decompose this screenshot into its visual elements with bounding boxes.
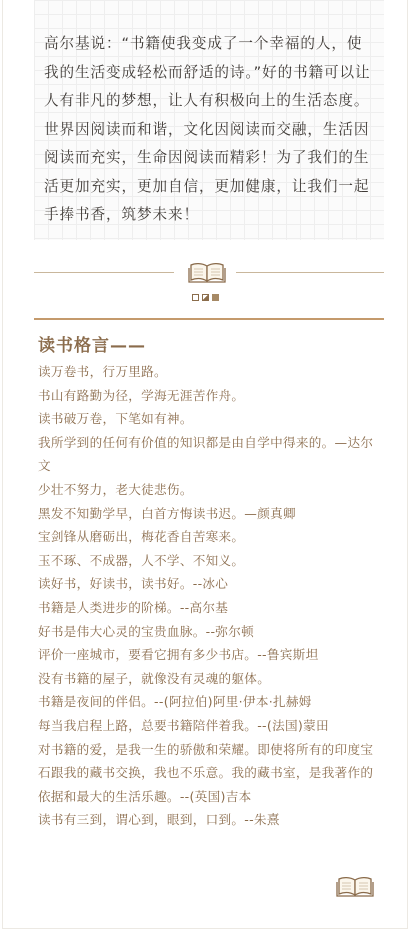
square-filled [212, 294, 219, 301]
section-rule [34, 318, 384, 320]
quote-item: 读书有三到，谓心到，眼到，口到。--朱熹 [38, 812, 280, 828]
quote-item: 玉不琢、不成器，人不学、不知义。 [38, 552, 245, 568]
quote-item: 我所学到的任何有价值的知识都是由自学中得来的。—达尔文 [38, 434, 374, 474]
quote-item: 读万卷书，行万里路。 [38, 364, 167, 379]
intro-paragraph: 高尔基说：“书籍使我变成了一个幸福的人，使我的生活变成轻松而舒适的诗。”好的书籍可以让人有非凡的梦想，让人有积极向上的生活态度。世界因阅读而和谐，文化因阅读而交融，生活因阅读而充实，生命因阅读而精彩！为了我们的生活更加充实，更加自信，更加健康，让我们一起手捧书香，筑梦未来！ [44, 35, 371, 223]
open-book-icon [188, 261, 226, 287]
quote-item: 好书是伟大心灵的宝贵血脉。--弥尔顿 [38, 623, 254, 639]
quote-item: 对书籍的爱，是我一生的骄傲和荣耀。即使将所有的印度宝石跟我的藏书交换，我也不乐意。我的藏书室，是我著作的依据和最大的生活乐趣。--(英国)吉本 [38, 741, 374, 804]
decorative-squares [192, 294, 219, 301]
quotes-list [38, 360, 378, 832]
square-half [202, 294, 209, 301]
divider-line-right [236, 272, 384, 273]
divider-line-left [34, 272, 174, 273]
square-outline [192, 294, 199, 301]
open-book-icon [336, 875, 374, 901]
quote-item: 书籍是人类进步的阶梯。--高尔基 [38, 599, 229, 615]
quote-item: 每当我启程上路，总要书籍陪伴着我。--(法国)蒙田 [38, 717, 329, 733]
quote-item: 黑发不知勤学早，白首方悔读书迟。—颜真卿 [38, 505, 296, 521]
quote-item: 书山有路勤为径，学海无涯苦作舟。 [38, 387, 245, 403]
quote-item: 宝剑锋从磨砺出，梅花香自苦寒来。 [38, 529, 245, 545]
quote-item: 读好书，好读书，读书好。--冰心 [38, 576, 229, 592]
quote-item: 读书破万卷，下笔如有神。 [38, 411, 193, 427]
quote-item: 没有书籍的屋子，就像没有灵魂的躯体。 [38, 670, 271, 686]
quote-item: 评价一座城市，要看它拥有多少书店。--鲁宾斯坦 [38, 647, 319, 663]
section-title: 读书格言—— [38, 336, 146, 356]
quote-item: 少壮不努力，老大徒悲伤。 [38, 481, 193, 497]
quote-item: 书籍是夜间的伴侣。--(阿拉伯)阿里·伊本·扎赫姆 [38, 694, 312, 710]
